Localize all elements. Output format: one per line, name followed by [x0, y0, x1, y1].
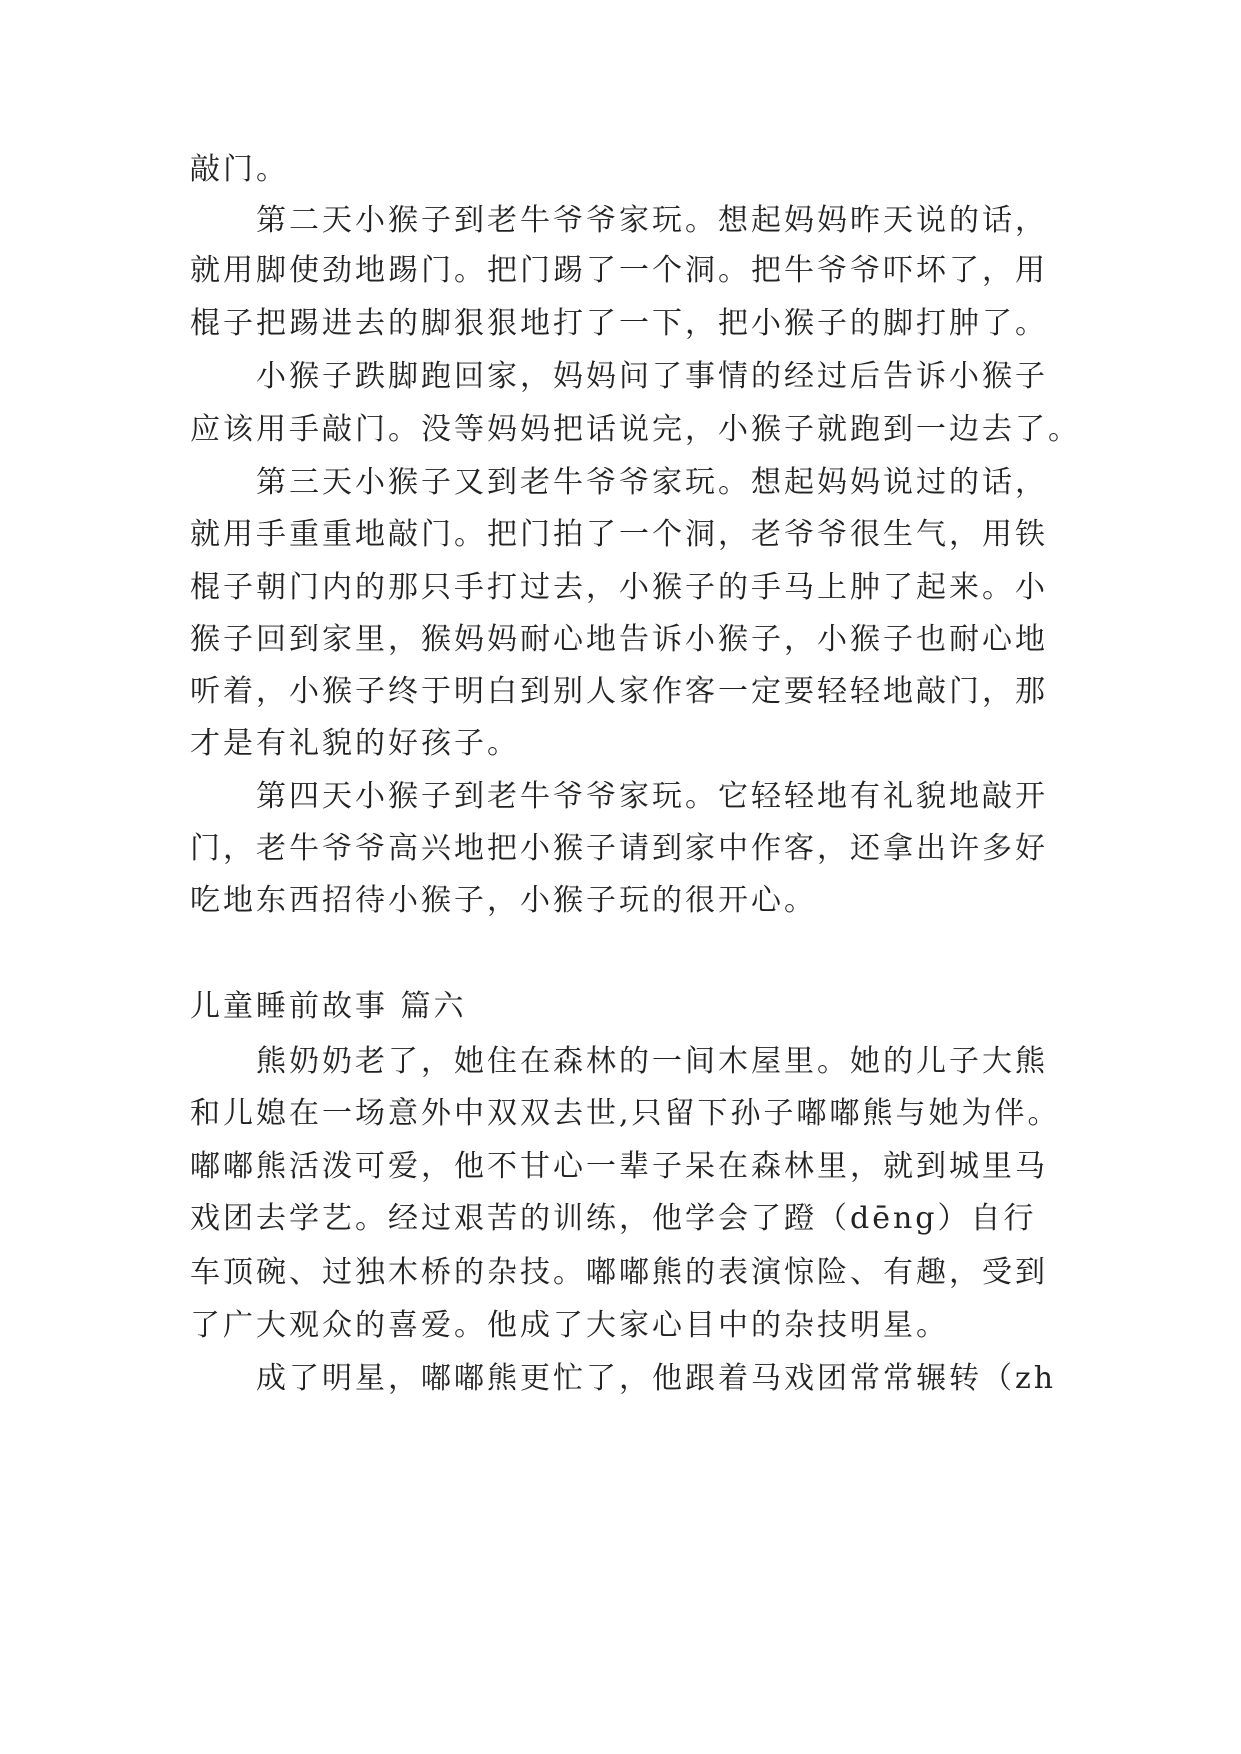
text-line: 门，老牛爷爷高兴地把小猴子请到家中作客，还拿出许多好	[190, 831, 1048, 866]
paragraph-start-line: 小猴子跌脚跑回家，妈妈问了事情的经过后告诉小猴子	[256, 359, 1048, 394]
section-heading: 儿童睡前故事 篇六	[190, 989, 467, 1024]
text-line: 吃地东西招待小猴子，小猴子玩的很开心。	[190, 883, 817, 918]
text-line: 和儿媳在一场意外中双双去世,只留下孙子嘟嘟熊与她为伴。	[190, 1096, 1061, 1131]
text-line: 听着，小猴子终于明白到别人家作客一定要轻轻地敲门，那	[190, 674, 1048, 709]
paragraph-start-line: 第四天小猴子到老牛爷爷家玩。它轻轻地有礼貌地敲开	[256, 779, 1048, 814]
text-line: 敲门。	[190, 152, 289, 187]
document-page	[190, 0, 1081, 1754]
paragraph-start-line: 第二天小猴子到老牛爷爷家玩。想起妈妈昨天说的话，	[256, 203, 1048, 238]
paragraph-start-line: 成了明星，嘟嘟熊更忙了，他跟着马戏团常常辗转（zh	[256, 1361, 1057, 1396]
text-line: 才是有礼貌的好孩子。	[190, 726, 520, 761]
text-line: 了广大观众的喜爱。他成了大家心目中的杂技明星。	[190, 1308, 949, 1343]
text-line: 嘟嘟熊活泼可爱，他不甘心一辈子呆在森林里，就到城里马	[190, 1149, 1048, 1184]
text-line: 戏团去学艺。经过艰苦的训练，他学会了蹬（dēng）自行	[190, 1201, 1037, 1236]
paragraph-start-line: 熊奶奶老了，她住在森林的一间木屋里。她的儿子大熊	[256, 1044, 1048, 1079]
text-line: 猴子回到家里，猴妈妈耐心地告诉小猴子，小猴子也耐心地	[190, 622, 1048, 657]
text-line: 应该用手敲门。没等妈妈把话说完，小猴子就跑到一边去了。	[190, 412, 1081, 447]
paragraph-start-line: 第三天小猴子又到老牛爷爷家玩。想起妈妈说过的话，	[256, 465, 1048, 500]
text-line: 棍子朝门内的那只手打过去，小猴子的手马上肿了起来。小	[190, 570, 1048, 605]
text-line: 车顶碗、过独木桥的杂技。嘟嘟熊的表演惊险、有趣，受到	[190, 1255, 1048, 1290]
text-line: 棍子把踢进去的脚狠狠地打了一下，把小猴子的脚打肿了。	[190, 306, 1048, 341]
text-line: 就用脚使劲地踢门。把门踢了一个洞。把牛爷爷吓坏了，用	[190, 253, 1048, 288]
text-line: 就用手重重地敲门。把门拍了一个洞，老爷爷很生气，用铁	[190, 517, 1048, 552]
